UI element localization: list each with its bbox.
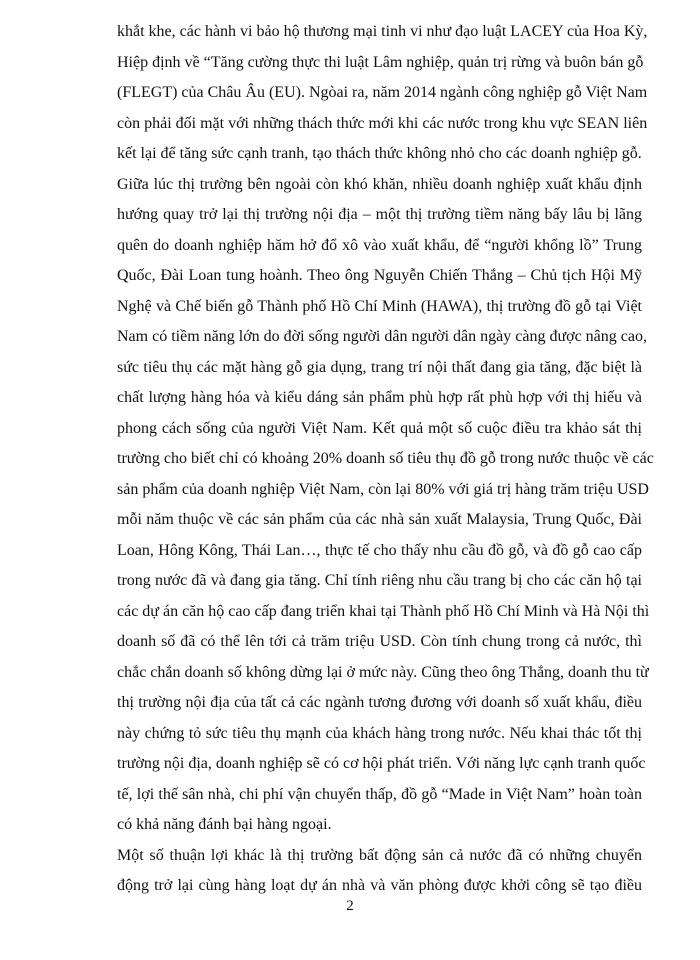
- text-line: còn phải đối mặt với những thách thức mới khi các nước trong khu vực SEAN liên: [117, 114, 648, 132]
- text-line: động trở lại cùng hàng loạt dự án nhà và văn phòng được khởi công sẽ tạo điều: [117, 877, 642, 894]
- text-line: các dự án căn hộ cao cấp đang triển khai tại Thành phố Hồ Chí Minh và Hà Nội thì: [117, 602, 650, 620]
- text-line: tế, lợi thế sân nhà, chi phí vận chuyển thấp, đồ gỗ “Made in Việt Nam” hoàn toàn: [117, 785, 642, 803]
- text-line: mỗi năm thuộc về các sản phẩm của các nhà sản xuất Malaysia, Trung Quốc, Đài: [117, 511, 642, 528]
- text-line: Quốc, Đài Loan tung hoành. Theo ông Nguyễn Chiến Thắng – Chủ tịch Hội Mỹ: [117, 267, 642, 284]
- text-line: sức tiêu thụ các mặt hàng gỗ gia dụng, trang trí nội thất đang gia tăng, đặc biệt là: [117, 358, 642, 376]
- text-line: Hiệp định về “Tăng cường thực thi luật Lâm nghiệp, quản trị rừng và buôn bán gỗ: [117, 53, 644, 71]
- text-line: trong nước đã và đang gia tăng. Chỉ tính riêng nhu cầu trang bị cho các căn hộ tại: [117, 572, 642, 589]
- text-line: khắt khe, các hành vi bảo hộ thương mại tinh vi như đạo luật LACEY của Hoa Kỳ,: [117, 23, 648, 40]
- text-line: kết lại để tăng sức cạnh tranh, tạo thách thức không nhỏ cho các doanh nghiệp gỗ.: [117, 145, 642, 162]
- text-line: sản phẩm của doanh nghiệp Việt Nam, còn lại 80% với giá trị hàng trăm triệu USD: [117, 480, 649, 498]
- text-line: (FLEGT) của Châu Âu (EU). Ngòai ra, năm 2014 ngành công nghiệp gỗ Việt Nam: [117, 84, 648, 101]
- body-text: [117, 17, 654, 902]
- text-line: quên do doanh nghiệp hăm hở đổ xô vào xuất khẩu, để “người khổng lồ” Trung: [117, 236, 642, 254]
- text-line: Loan, Hông Kông, Thái Lan…, thực tế cho thấy nhu cầu đồ gỗ, và đồ gỗ cao cấp: [117, 541, 642, 559]
- text-line: phong cách sống của người Việt Nam. Kết quả một số cuộc điều tra khảo sát thị: [117, 419, 642, 437]
- text-line: Nghệ và Chế biến gỗ Thành phố Hồ Chí Minh (HAWA), thị trường đồ gỗ tại Việt: [117, 297, 642, 315]
- text-line: trường nội địa, doanh nghiệp sẽ có cơ hội phát triển. Với năng lực cạnh tranh quốc: [117, 755, 646, 772]
- text-line: Một số thuận lợi khác là thị trường bất động sản cả nước đã có những chuyển: [117, 846, 642, 864]
- page-number: 2: [346, 898, 354, 914]
- text-line: hướng quay trở lại thị trường nội địa – một thị trường tiềm năng bấy lâu bị lãng: [117, 206, 642, 223]
- text-line: Nam có tiềm năng lớn do đời sống người dân người dân ngày càng được nâng cao,: [117, 328, 647, 345]
- text-line: này chứng tỏ sức tiêu thụ mạnh của khách hàng trong nước. Nếu khai thác tốt thị: [117, 724, 642, 742]
- text-line: trường cho biết chỉ có khoảng 20% doanh số tiêu thụ đồ gỗ trong nước thuộc về các: [117, 450, 654, 467]
- text-line: có khả năng đánh bại hàng ngoại.: [117, 816, 332, 833]
- text-line: chắc chắn doanh số không dừng lại ở mức này. Cũng theo ông Thắng, doanh thu từ: [117, 663, 649, 681]
- text-line: chất lượng hàng hóa và kiểu dáng sản phẩm phù hợp rất phù hợp với thị hiếu và: [117, 389, 642, 406]
- text-line: thị trường nội địa của tất cả các ngành tương đương với doanh số xuất khẩu, điều: [117, 694, 642, 711]
- text-line: doanh số đã có thể lên tới cả trăm triệu USD. Còn tính chung trong cả nước, thì: [117, 633, 642, 650]
- text-line: Giữa lúc thị trường bên ngoài còn khó khăn, nhiều doanh nghiệp xuất khẩu định: [117, 175, 642, 193]
